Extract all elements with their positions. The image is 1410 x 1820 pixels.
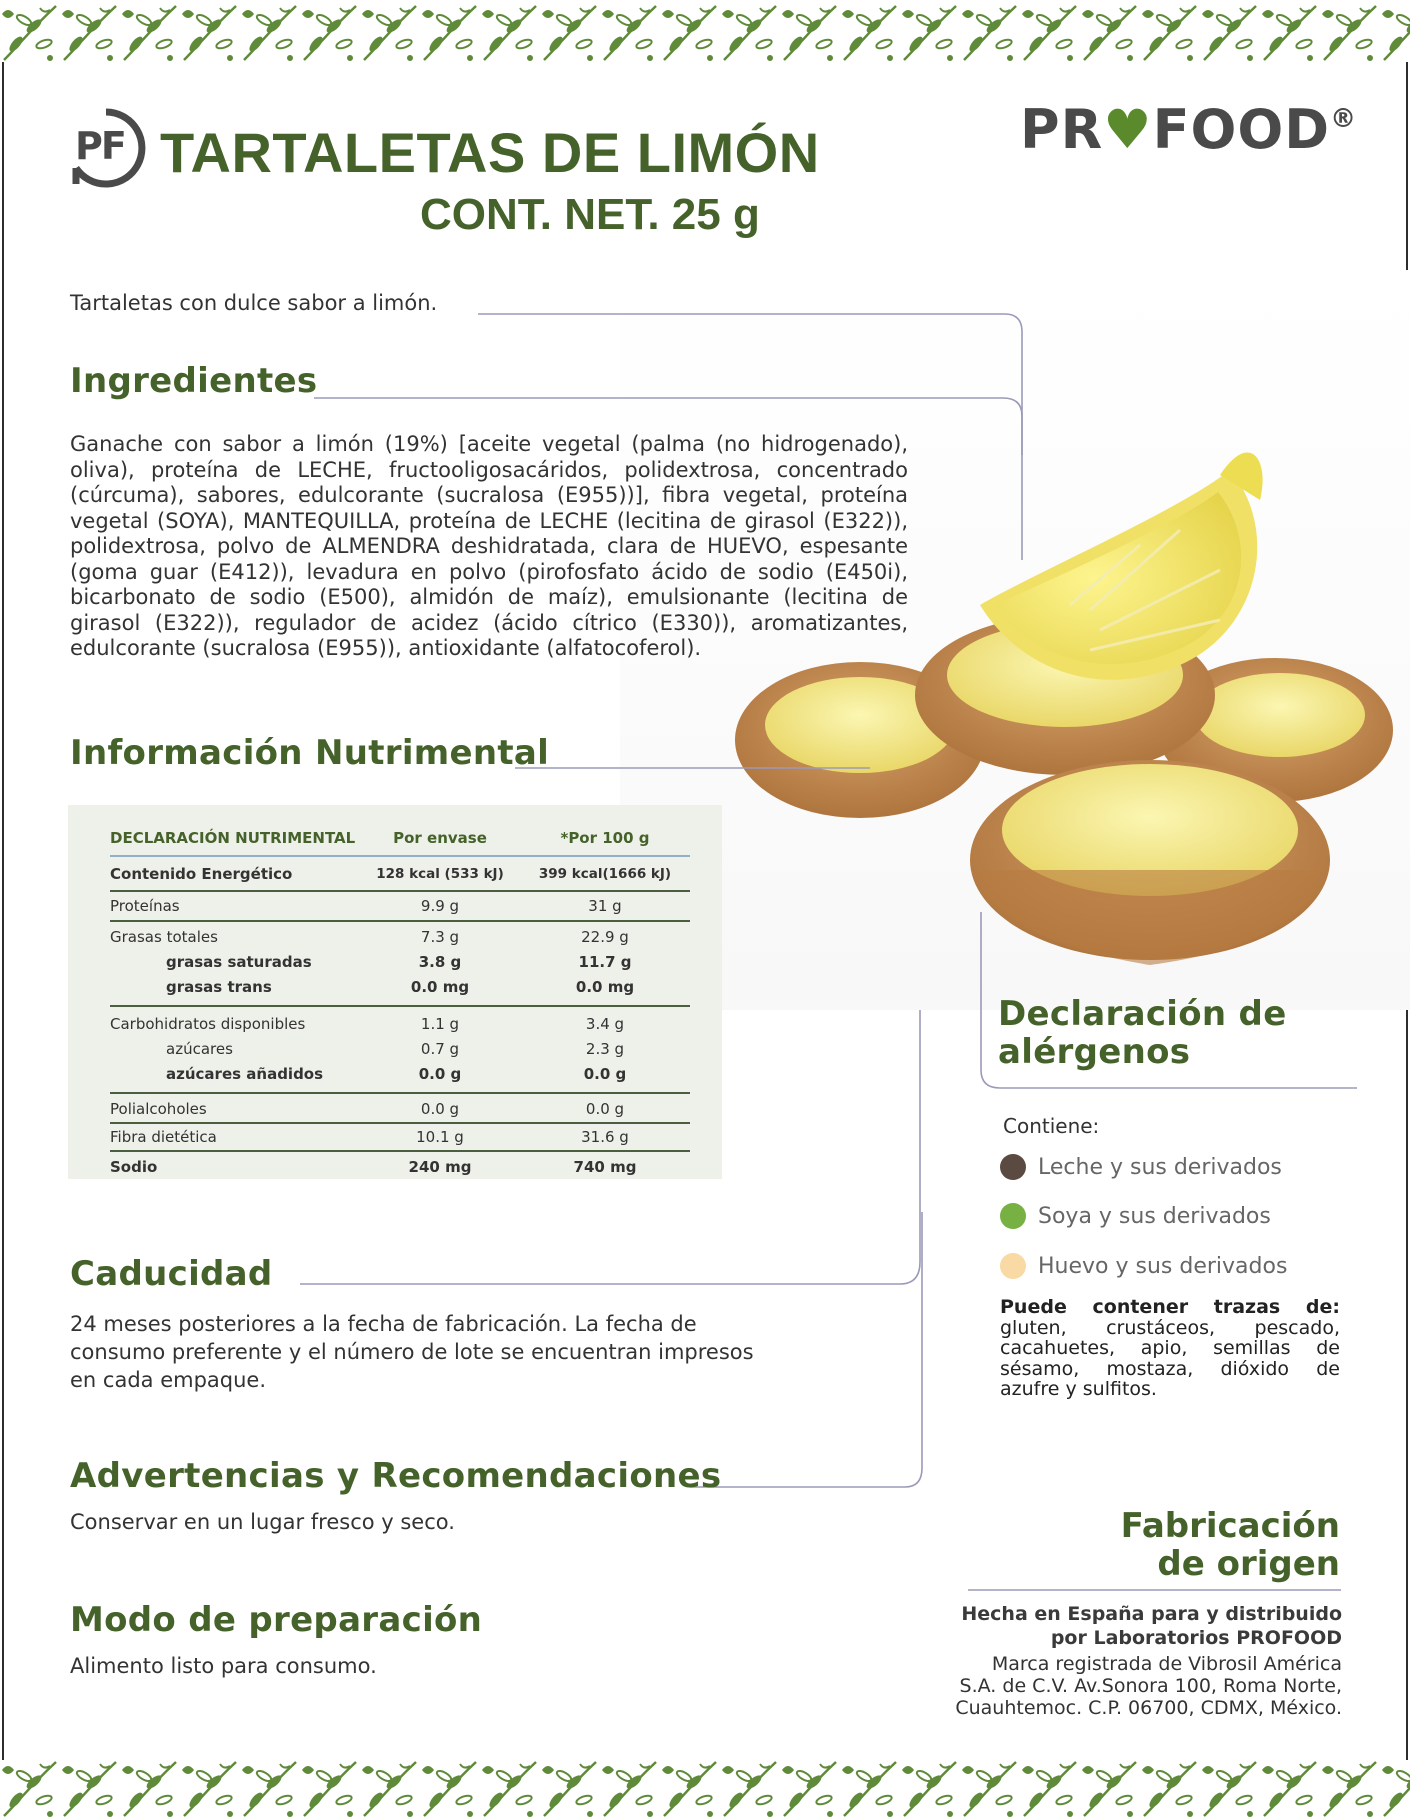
expiry-text: 24 meses posteriores a la fecha de fabricación. La fecha de consumo preferente y el número de lote se encuentran impresos en cada empaque. <box>70 1312 754 1392</box>
brand-logo <box>1020 98 1357 161</box>
bottom-pattern-border <box>0 1756 1410 1820</box>
row-label: Carbohidratos disponibles <box>110 1015 306 1033</box>
row-value: 0.0 g <box>360 1093 520 1123</box>
preparation-heading: Modo de preparación <box>70 1600 483 1640</box>
column-header: *Por 100 g <box>520 821 690 856</box>
row-value: 128 kcal (533 kJ) <box>360 856 520 891</box>
product-description: Tartaletas con dulce sabor a limón. <box>70 291 438 315</box>
milk-dot-icon <box>1000 1154 1026 1180</box>
row-value: 0.0 mg <box>360 975 520 1006</box>
allergens-heading-line1: Declaración de <box>998 994 1287 1034</box>
origin-heading-line1: Fabricación <box>1120 1506 1340 1546</box>
table-row <box>110 1123 690 1151</box>
brand-part2: FOOD <box>1152 98 1331 161</box>
allergen-label: Soya y sus derivados <box>1038 1203 1271 1229</box>
product-title: TARTALETAS DE LIMÓN <box>160 121 820 184</box>
pf-logo-icon <box>66 108 146 188</box>
allergen-label: Huevo y sus derivados <box>1038 1253 1288 1279</box>
row-label: azúcares <box>166 1040 233 1058</box>
origin-heading-line2: de origen <box>1157 1544 1340 1584</box>
row-label: Fibra dietética <box>110 1123 360 1151</box>
row-value: 0.0 g <box>520 1093 690 1123</box>
table-row <box>110 891 690 921</box>
table-row <box>110 1037 690 1062</box>
table-row <box>110 1062 690 1093</box>
warnings-text: Conservar en un lugar fresco y seco. <box>70 1510 455 1534</box>
row-label: azúcares añadidos <box>110 1062 360 1093</box>
registered-mark: ® <box>1330 104 1358 134</box>
row-value: 0.0 mg <box>520 975 690 1006</box>
allergen-label: Leche y sus derivados <box>1038 1154 1282 1180</box>
row-value: 7.3 g <box>420 928 460 946</box>
nutrition-table <box>110 821 690 1180</box>
row-value: 31 g <box>520 891 690 921</box>
origin-line2: S.A. de C.V. Av.Sonora 100, Roma Norte, <box>959 1675 1342 1697</box>
row-value: 0.7 g <box>420 1040 460 1058</box>
traces-text <box>1000 1297 1340 1400</box>
row-value: 399 kcal(1666 kJ) <box>520 856 690 891</box>
row-value: 11.7 g <box>578 953 632 971</box>
traces-list: gluten, crustáceos, pescado, cacahuetes, apio, semillas de sésamo, mostaza, dióxido de azufre y sulfitos. <box>1000 1316 1340 1400</box>
row-value: 22.9 g <box>581 928 629 946</box>
row-label: Grasas totales <box>110 928 218 946</box>
heart-icon: ♥ <box>1103 98 1153 161</box>
row-label: grasas saturadas <box>166 953 312 971</box>
contains-label: Contiene: <box>1003 1114 1100 1138</box>
row-label: Polialcoholes <box>110 1093 360 1123</box>
ingredients-text: Ganache con sabor a limón (19%) [aceite vegetal (palma (no hidrogenado), oliva), proteína de LECHE, fructooligosacáridos, polidextrosa, concentrado (cúrcuma), sabores, edulcorante (sucralosa (E955))], fibra vegetal, proteína vegetal (SOYA), MANTEQUILLA, proteína de LECHE (lecitina de girasol (E322)), polidextrosa, polvo de ALMENDRA deshidratada, clara de HUEVO, espesante (goma guar (E412)), levadura en polvo (pirofosfato ácido de sodio (E450i), bicarbonato de sodio (E500), almidón de maíz), emulsionante (lecitina de girasol (E322)), regulador de acidez (ácido cítrico (E330)), aromatizantes, edulcorante (sucralosa (E955)), antioxidante (alfatocoferol). <box>70 432 908 660</box>
row-label: Proteínas <box>110 891 360 921</box>
table-row <box>110 950 690 975</box>
allergen-item-milk <box>1000 1152 1282 1182</box>
table-row <box>110 975 690 1006</box>
nutrition-heading: Información Nutrimental <box>70 733 550 773</box>
origin-line1: Marca registrada de Vibrosil América <box>991 1653 1342 1675</box>
table-row <box>110 1151 690 1180</box>
table-row <box>110 1006 690 1037</box>
allergens-heading-line2: alérgenos <box>998 1032 1191 1072</box>
egg-dot-icon <box>1000 1253 1026 1279</box>
row-value: 0.0 g <box>520 1062 690 1093</box>
row-value: 2.3 g <box>585 1040 625 1058</box>
allergen-item-soy <box>1000 1201 1271 1231</box>
traces-label: Puede contener trazas de: <box>1000 1296 1340 1318</box>
row-value: 3.8 g <box>418 953 462 971</box>
logo-initials: PF <box>75 124 125 168</box>
expiry-heading: Caducidad <box>70 1254 273 1294</box>
net-content: CONT. NET. 25 g <box>420 190 760 239</box>
origin-bold-line1: Hecha en España para y distribuido <box>961 1603 1342 1625</box>
brand-part1: PR <box>1020 98 1104 161</box>
row-value: 1.1 g <box>420 1015 460 1033</box>
nutrition-table-box <box>68 805 722 1179</box>
row-label: Contenido Energético <box>110 856 360 891</box>
top-pattern-border <box>0 0 1410 66</box>
table-row <box>110 921 690 950</box>
row-value: 0.0 g <box>360 1062 520 1093</box>
row-value: 240 mg <box>408 1158 472 1176</box>
origin-bold-line2: por Laboratorios PROFOOD <box>1050 1627 1342 1649</box>
row-value: 9.9 g <box>360 891 520 921</box>
row-value: 10.1 g <box>360 1123 520 1151</box>
origin-line3: Cuauhtemoc. C.P. 06700, CDMX, México. <box>955 1697 1342 1719</box>
soy-dot-icon <box>1000 1203 1026 1229</box>
preparation-text: Alimento listo para consumo. <box>70 1654 377 1678</box>
table-row <box>110 1093 690 1123</box>
row-label: Sodio <box>110 1158 158 1176</box>
table-row <box>110 856 690 891</box>
column-header: Por envase <box>360 821 520 856</box>
column-header: DECLARACIÓN NUTRIMENTAL <box>110 821 360 856</box>
row-label: grasas trans <box>110 975 360 1006</box>
warnings-heading: Advertencias y Recomendaciones <box>70 1456 722 1496</box>
table-header-row <box>110 821 690 856</box>
ingredients-heading: Ingredientes <box>70 361 318 401</box>
allergen-item-egg <box>1000 1251 1287 1281</box>
row-value: 3.4 g <box>585 1015 625 1033</box>
row-value: 740 mg <box>573 1158 637 1176</box>
row-value: 31.6 g <box>520 1123 690 1151</box>
